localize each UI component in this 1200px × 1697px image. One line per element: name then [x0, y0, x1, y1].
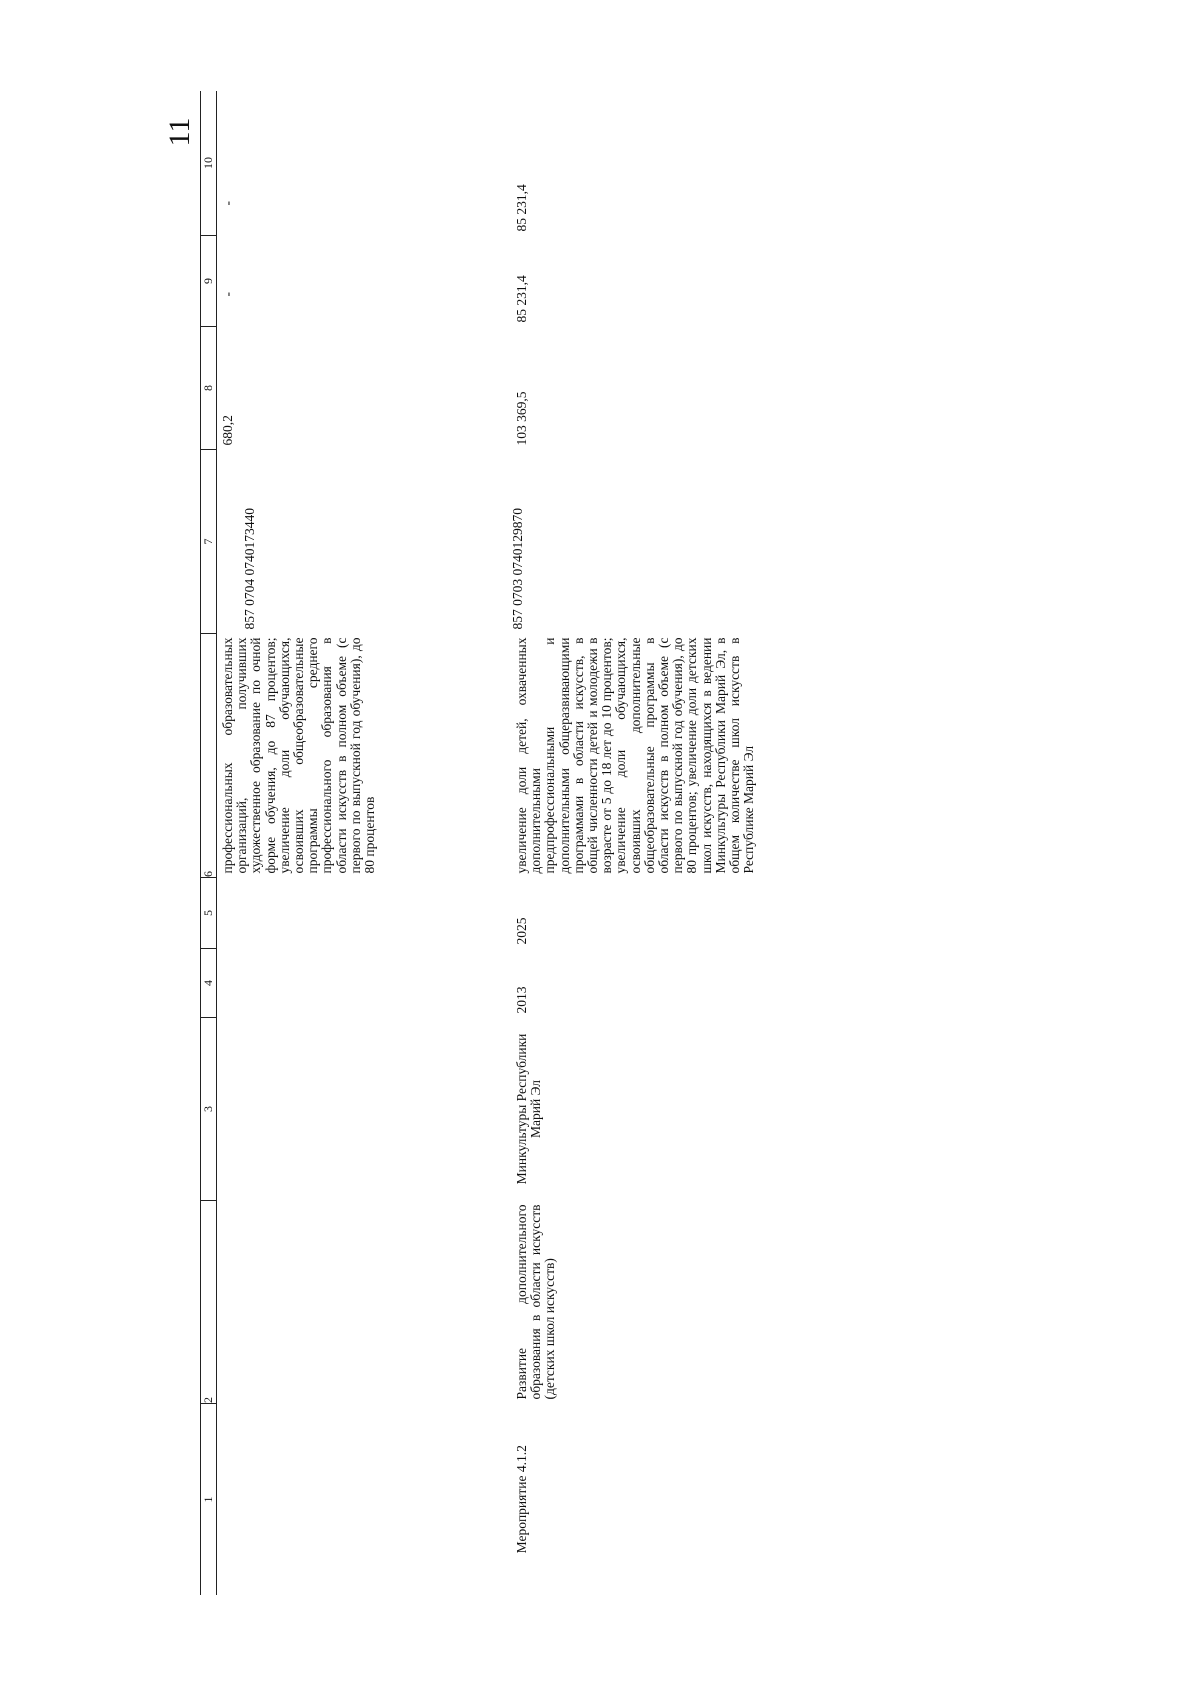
column-number-row	[201, 91, 217, 1595]
table-row	[511, 91, 756, 1595]
cell-budget-code: 857 0704 0740173440	[242, 508, 257, 630]
cell-budget-code: 857 0703 0740129870	[510, 508, 525, 630]
cell-title	[217, 1201, 512, 1404]
cell-amount-col8: 680,2	[220, 415, 235, 446]
col-number-5: 5	[201, 878, 217, 949]
col-number-7: 7	[201, 450, 217, 634]
col-number-10: 10	[201, 91, 217, 236]
cell-end-year: 2025	[514, 917, 529, 945]
col-number-1: 1	[201, 1404, 217, 1596]
col-number-3: 3	[201, 1018, 217, 1201]
cell-executor	[217, 1018, 512, 1201]
table-row	[217, 91, 512, 1595]
rotated-table-frame	[200, 100, 1000, 1595]
page-number: 11	[163, 117, 196, 147]
col-number-8: 8	[201, 327, 217, 450]
cell-amount-col9: -	[220, 292, 235, 297]
col-number-4: 4	[201, 949, 217, 1018]
col-number-9: 9	[201, 236, 217, 327]
cell-executor: Минкультуры Республики Марий Эл	[514, 1033, 544, 1185]
cell-amount-col10: 85 231,4	[514, 184, 529, 232]
cell-measure: Мероприятие 4.1.2	[514, 1445, 529, 1554]
cell-expected-result: увеличение доли детей, охваченных дополнительными предпрофессиональными и дополнительными общеразвивающими программами в области искусств, в общей численности детей и молодежи в возрасте от 5 до 18 лет до 10 процентов; увеличение доли обучающихся, освоивших дополнительные общеобразовательные программы в области искусств в полном объеме (с первого по выпускной год обучения), до 80 процентов; увеличение доли детских школ искусств, находящихся в ведении Минкультуры Республики Марий Эл, в общем количестве школ искусств в Республике Марий Эл	[514, 637, 757, 874]
budget-table	[200, 91, 756, 1595]
cell-amount-col8: 103 369,5	[514, 391, 529, 446]
cell-end-year	[217, 878, 512, 949]
cell-amount-col9: 85 231,4	[514, 275, 529, 323]
cell-amount-col10: -	[220, 201, 235, 206]
cell-measure	[217, 1404, 512, 1596]
col-number-2: 2	[201, 1201, 217, 1404]
cell-start-year: 2013	[514, 986, 529, 1014]
cell-title: Развитие дополнительного образования в области искусств (детских школ искусств)	[514, 1204, 558, 1400]
cell-start-year	[217, 949, 512, 1018]
col-number-6: 6	[201, 634, 217, 878]
cell-expected-result: профессиональных образовательных организаций, получивших художественное образование по очной форме обучения, до 87 процентов; увеличение доли обучающихся, освоивших общеобразовательные программы среднего профессионального образования в области искусств в полном объеме (с первого по выпускной год обучения), до 80 процентов	[220, 637, 378, 874]
